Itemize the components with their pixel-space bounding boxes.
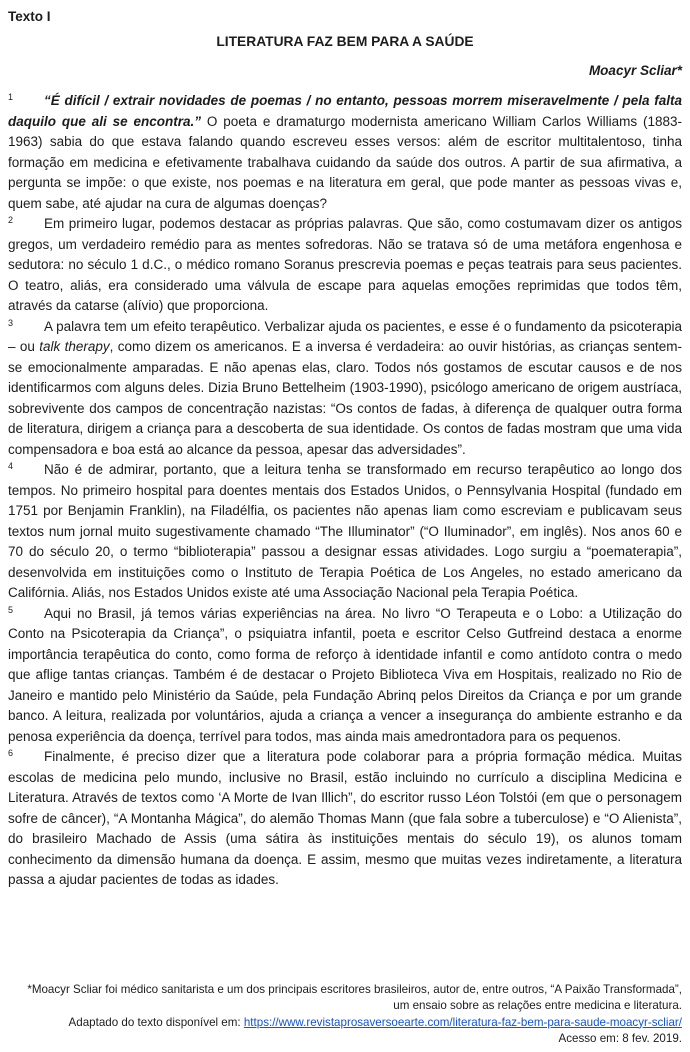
italic-term: talk therapy <box>39 339 110 354</box>
paragraph-4 <box>8 460 682 604</box>
footnote-line-3 <box>8 1015 682 1031</box>
footnote-line-2: um ensaio sobre as relações entre medicina e literatura. <box>393 999 682 1013</box>
paragraph-text: A palavra tem um efeito terapêutico. Verbalizar ajuda os pacientes, e esse é o fundamento da psicoterapia – ou <box>8 318 682 354</box>
paragraph-6 <box>8 747 682 891</box>
document-body <box>8 91 682 891</box>
paragraph-number: 6 <box>8 748 14 758</box>
footnote-line-1: *Moacyr Scliar foi médico sanitarista e um dos principais escritores brasileiros, autor de, entre outros, “A Paixão Transformada”, <box>27 983 682 997</box>
footnote-access-date: Acesso em: 8 fev. 2019. <box>558 1031 682 1045</box>
text-number-label: Texto I <box>8 9 51 24</box>
document-title: LITERATURA FAZ BEM PARA A SAÚDE <box>216 34 474 49</box>
paragraph-text: , como dizem os americanos. E a inversa é verdadeira: ao ouvir histórias, as crianças sentem-se emocionalmente amparadas. E não apenas elas, claro. Todos nós gostamos de escutar causos e de nos identificarmos com alguns deles. Dizia Bruno Bettelheim (1903-1990), psicólogo americano de origem austríaca, sobrevivente dos campos de concentração nazistas: “Os contos de fadas, à diferença de qualquer outra forma de literatura, dirigem a criança para a descoberta de sua identidade. Os contos de fadas mostram que uma vida compensadora e boa está ao alcance da pessoa, apesar das adversidades”. <box>8 339 682 457</box>
footnote-block <box>8 982 682 1047</box>
paragraph-5 <box>8 604 682 748</box>
paragraph-text: Em primeiro lugar, podemos destacar as próprias palavras. Que são, como costumavam dizer os antigos gregos, um verdadeiro remédio para as mentes sofredoras. Não se tratava só de uma metáfora engenhosa e sedutora: no século 1 d.C., o médico romano Soranus prescrevia poemas e peças teatrais para seus pacientes. O teatro, aliás, era considerado uma válvula de escape para aquelas emoções reprimidas que todos têm, através da catarse (alívio) que proporciona. <box>8 216 682 313</box>
paragraph-text: Finalmente, é preciso dizer que a literatura pode colaborar para a própria formação médica. Muitas escolas de medicina pelo mundo, inclusive no Brasil, estão incluindo no currículo a disciplina Medicina e Literatura. Através de textos como ‘A Morte de Ivan Illich”, do escritor russo Léon Tolstói (em que o personagem sofre de câncer), “A Montanha Mágica”, do alemão Thomas Mann (que fala sobre a tuberculose) e “O Alienista”, do brasileiro Machado de Assis (uma sátira às instituições mentais do século 19), os alunos tomam conhecimento da dimensão humana da doença. E assim, mesmo que muitas vezes indiretamente, a literatura passa a ajudar pacientes de todas as idades. <box>8 749 682 887</box>
paragraph-1 <box>8 91 682 214</box>
paragraph-number: 3 <box>8 317 14 328</box>
paragraph-3 <box>8 317 682 461</box>
paragraph-number: 1 <box>8 92 14 102</box>
paragraph-2 <box>8 214 682 317</box>
opening-verse-quote: “É difícil / extrair novidades de poemas / no entanto, pessoas morrem miseravelmente / pela falta daquilo que ali se encontra.” <box>8 93 682 129</box>
author-name: Moacyr Scliar* <box>588 63 682 78</box>
paragraph-number: 5 <box>8 604 14 615</box>
paragraph-text: Não é de admirar, portanto, que a leitura tenha se transformado em recurso terapêutico ao longo dos tempos. No primeiro hospital para doentes mentais dos Estados Unidos, o Pennsylvania Hospital (fundado em 1751 por Benjamin Franklin), na Filadélfia, os pacientes não apenas liam como escreviam e publicavam seus textos num jornal muito sugestivamente chamado “The Illuminator” (“O Iluminador”, em inglês). Nos anos 60 e 70 do século 20, o termo “biblioterapia” passou a designar essas atividades. Logo surgiu a “poematerapia”, desenvolvida em instituições como o Instituto de Terapia Poética de Los Angeles, no estado americano da Califórnia. Aliás, nos Estados Unidos existe até uma Associação Nacional pela Terapia Poética. <box>8 462 682 600</box>
footnote-source-prefix: Adaptado do texto disponível em: <box>68 1015 244 1029</box>
paragraph-text: O poeta e dramaturgo modernista americano William Carlos Williams (1883-1963) sabia do que estava falando quando escreveu esses versos: além de escritor multitalentoso, tinha formação em medicina e efetivamente trabalhava cuidando da saúde dos outros. A partir de sua afirmativa, a pergunta se impõe: o que existe, nos poemas e na literatura em geral, que pode manter as pessoas vivas e, quem sabe, até ajudar na cura de algumas doenças? <box>8 113 682 211</box>
paragraph-number: 2 <box>8 215 14 225</box>
paragraph-text: Aqui no Brasil, já temos várias experiências na área. No livro “O Terapeuta e o Lobo: a Utilização do Conto na Psicoterapia da Criança”, o psiquiatra infantil, poeta e escritor Celso Gutfreind destaca a enorme importância terapêutica do conto, como forma de reforço à identidade infantil e como antídoto contra o medo que aflige tantas crianças. Também é de destacar o Projeto Biblioteca Viva em Hospitais, realizado no Rio de Janeiro e mantido pelo Ministério da Saúde, pela Fundação Abrinq pelos Direitos da Criança e por um grande banco. A leitura, realizada por voluntários, ajuda a criança a vencer a insegurança do ambiente estranho e da penosa experiência da doença, terrível para todos, mas ainda mais amedrontadora para os pequenos. <box>8 605 682 744</box>
paragraph-number: 4 <box>8 461 14 471</box>
source-link[interactable]: https://www.revistaprosaversoearte.com/literatura-faz-bem-para-saude-moacyr-scliar/ <box>243 1015 682 1029</box>
